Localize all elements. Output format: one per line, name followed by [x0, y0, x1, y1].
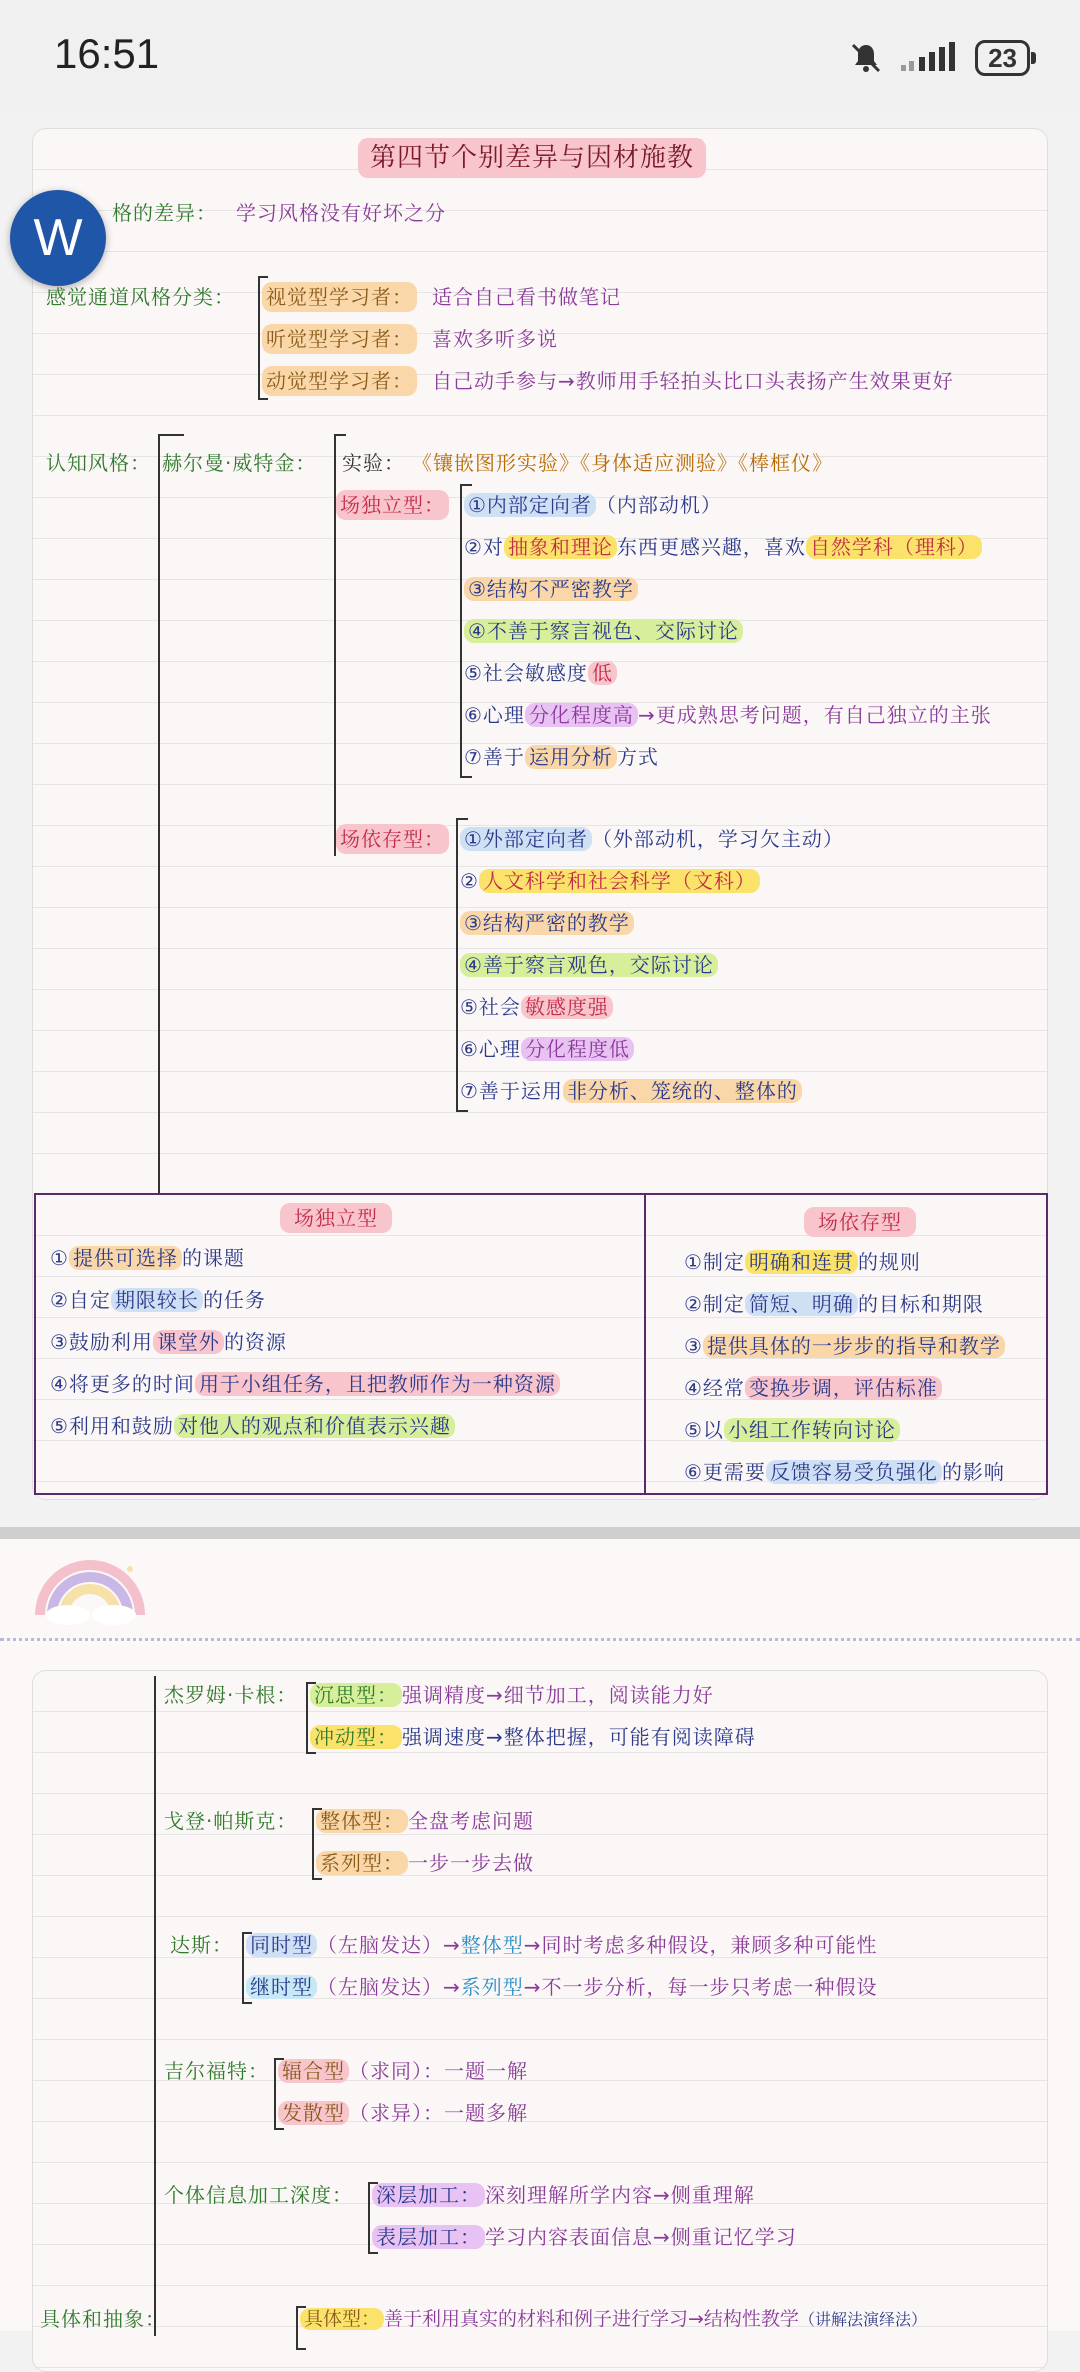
impulsive-type-desc: 强调速度→整体把握，可能有阅读障碍 [402, 1725, 756, 1749]
table-right-row [684, 1415, 900, 1445]
successive-type-link: 系列型 [460, 1975, 524, 1999]
page-separator [0, 1527, 1080, 1539]
independent-item-2 [464, 532, 982, 562]
das-row [246, 1972, 878, 2002]
style-diff-value: 学习风格没有好坏之分 [236, 201, 446, 225]
surface-processing-label: 表层加工： [372, 2225, 485, 2249]
note-page-2 [32, 1670, 1048, 2372]
signal-icon [899, 41, 959, 75]
independent-item-1 [464, 490, 722, 520]
independent-item-3-text: ③结构不严密教学 [464, 577, 638, 601]
dependent-item-3 [460, 908, 634, 938]
witkin-label: 赫尔曼·威特金： [162, 451, 317, 475]
concrete-row [300, 2304, 927, 2335]
row-prefix: ③鼓励利用 [50, 1330, 153, 1354]
convergent-type-desc: （求同）：一题一解 [349, 2059, 528, 2083]
table-right-row [684, 1457, 1005, 1487]
row-prefix: ④经常 [684, 1376, 745, 1400]
cognitive-trunk-line [158, 434, 160, 1194]
table-header-independent: 场独立型 [280, 1203, 392, 1233]
das-row [246, 1930, 878, 1960]
table-left-row [50, 1285, 266, 1315]
kagan-label: 杰罗姆·卡根： [164, 1683, 298, 1707]
processing-row [372, 2222, 797, 2252]
dependent-item-7-b: 非分析、笼统的、整体的 [563, 1079, 802, 1103]
row-highlight: 提供可选择 [69, 1246, 182, 1270]
table-right-row [684, 1247, 921, 1277]
table-right-row [684, 1289, 984, 1319]
row-highlight: 期限较长 [111, 1288, 203, 1312]
row-suffix: 的影响 [941, 1460, 1005, 1484]
status-icons [849, 40, 1030, 76]
row-highlight: 课堂外 [153, 1330, 224, 1354]
row-highlight: 变换步调，评估标准 [745, 1376, 942, 1400]
row-suffix: 的规则 [857, 1250, 921, 1274]
dependent-item-5-a: ⑤社会 [460, 995, 521, 1019]
table-left-row [50, 1327, 287, 1357]
row-prefix: ⑥更需要 [684, 1460, 766, 1484]
independent-item-6 [464, 700, 992, 730]
processing-row [372, 2180, 755, 2210]
dependent-item-4 [460, 950, 718, 980]
mute-icon [849, 41, 883, 75]
processing-depth-label: 个体信息加工深度： [164, 2183, 353, 2207]
independent-item-4-text: ④不善于察言视色、交际讨论 [464, 619, 743, 643]
independent-item-6-c: →更成熟思考问题，有自己独立的主张 [637, 703, 992, 727]
field-independent-label: 场独立型： [336, 490, 449, 520]
table-left-row [50, 1243, 245, 1273]
dependent-item-4-text: ④善于察言观色，交际讨论 [460, 953, 718, 977]
row-suffix: 的课题 [181, 1246, 245, 1270]
row-prefix: ⑤以 [684, 1418, 724, 1442]
independent-item-2-c: 东西更感兴趣，喜欢 [616, 535, 806, 559]
independent-item-2-d: 自然学科（理科） [806, 535, 982, 559]
table-right-row [684, 1373, 942, 1403]
row-suffix: 的资源 [223, 1330, 287, 1354]
row-highlight: 反馈容易受负强化 [766, 1460, 942, 1484]
row-highlight: 小组工作转向讨论 [724, 1418, 900, 1442]
row-highlight: 对他人的观点和价值表示兴趣 [174, 1414, 455, 1438]
independent-item-3 [464, 574, 638, 604]
independent-item-2-b: 抽象和理论 [504, 535, 617, 559]
experiment-list: 《镶嵌图形实验》《身体适应测验》《棒框仪》 [412, 451, 833, 475]
independent-item-1-note: （内部动机） [595, 493, 722, 517]
dependent-item-6-b: 分化程度低 [521, 1037, 634, 1061]
field-dependent-label: 场依存型： [336, 824, 449, 854]
concrete-type-desc: 善于利用真实的材料和例子进行学习→结构性教学 [384, 2308, 799, 2330]
dotted-divider [0, 1638, 1080, 1641]
convergent-type-label: 辐合型 [278, 2059, 349, 2083]
dependent-item-2-b: 人文科学和社会科学（文科） [479, 869, 760, 893]
serialist-type-label: 系列型： [316, 1851, 408, 1875]
page-title: 第四节个别差异与因材施教 [358, 138, 706, 178]
independent-item-5-b: 低 [588, 661, 617, 685]
dependent-item-7 [460, 1076, 802, 1106]
independent-item-5-a: ⑤社会敏感度 [464, 661, 588, 685]
row-prefix: ④将更多的时间 [50, 1372, 195, 1396]
reflective-type-desc: 强调精度→细节加工，阅读能力好 [402, 1683, 714, 1707]
row-highlight: 明确和连贯 [745, 1250, 858, 1274]
impulsive-type-label: 冲动型： [310, 1725, 402, 1749]
table-divider [644, 1195, 646, 1493]
independent-item-6-a: ⑥心理 [464, 703, 525, 727]
cognitive-label: 认知风格： [46, 451, 151, 475]
guilford-row [278, 2098, 528, 2128]
independent-item-2-a: ②对 [464, 535, 504, 559]
dependent-item-1 [460, 824, 844, 854]
row-prefix: ① [50, 1246, 69, 1270]
dependent-item-6-a: ⑥心理 [460, 1037, 521, 1061]
independent-item-5 [464, 658, 617, 688]
table-left-row [50, 1369, 560, 1399]
concrete-type-label: 具体型： [300, 2308, 384, 2330]
dependent-item-6 [460, 1034, 634, 1064]
sensory-label: 感觉通道风格分类： [46, 285, 235, 309]
sensory-item-desc: 喜欢多听多说 [432, 327, 558, 351]
sensory-item-name: 视觉型学习者： [262, 282, 417, 312]
kagan-row [310, 1680, 714, 1710]
sensory-item-desc: 自己动手参与→教师用手轻拍头比口头表扬产生效果更好 [432, 369, 954, 393]
status-time: 16:51 [54, 30, 160, 77]
row-prefix: ②自定 [50, 1288, 111, 1312]
dependent-item-2-a: ② [460, 869, 479, 893]
dependent-item-7-a: ⑦善于运用 [460, 1079, 563, 1103]
holist-type-desc: 全盘考虑问题 [408, 1809, 534, 1833]
cognitive-trunk-top [158, 434, 184, 436]
row-highlight: 简短、明确 [745, 1292, 858, 1316]
dependent-item-2 [460, 866, 760, 896]
concrete-type-note: （讲解法演绎法） [798, 2310, 927, 2329]
independent-item-1-main: ①内部定向者 [464, 493, 596, 517]
divergent-type-label: 发散型 [278, 2101, 349, 2125]
teaching-strategy-table [34, 1193, 1048, 1495]
reflective-type-label: 沉思型： [310, 1683, 402, 1707]
dependent-item-1-note: （外部动机，学习欠主动） [591, 827, 844, 851]
page2-trunk-line [154, 1676, 156, 2336]
table-left-row [50, 1411, 455, 1441]
battery-indicator: 23 [975, 40, 1030, 76]
pask-row [316, 1806, 534, 1836]
user-avatar[interactable]: W [10, 190, 106, 286]
pask-row [316, 1848, 534, 1878]
rainbow-sticker-icon [30, 1555, 150, 1625]
status-bar [0, 0, 1080, 112]
successive-type-note: （左脑发达）→ [317, 1975, 461, 1999]
sensory-item-desc: 适合自己看书做笔记 [432, 285, 621, 309]
experiment-label: 实验： [342, 451, 405, 475]
deep-processing-desc: 深刻理解所学内容→侧重理解 [485, 2183, 755, 2207]
dependent-item-3-text: ③结构严密的教学 [460, 911, 634, 935]
independent-item-6-b: 分化程度高 [525, 703, 638, 727]
sensory-item-name: 动觉型学习者： [262, 366, 417, 396]
concrete-abstract-label: 具体和抽象： [40, 2307, 166, 2331]
pask-label: 戈登·帕斯克： [164, 1809, 298, 1833]
dependent-item-5 [460, 992, 613, 1022]
independent-item-7-b: 运用分析 [525, 745, 617, 769]
surface-processing-desc: 学习内容表面信息→侧重记忆学习 [485, 2225, 797, 2249]
row-prefix: ⑤利用和鼓励 [50, 1414, 174, 1438]
das-label: 达斯： [170, 1933, 233, 1957]
row-suffix: 的任务 [202, 1288, 266, 1312]
deep-processing-label: 深层加工： [372, 2183, 485, 2207]
kagan-row [310, 1722, 756, 1752]
independent-item-7-a: ⑦善于 [464, 745, 525, 769]
style-diff-label: 格的差异： [112, 201, 217, 225]
row-suffix: 的目标和期限 [857, 1292, 984, 1316]
serialist-type-desc: 一步一步去做 [408, 1851, 534, 1875]
row-prefix: ③ [684, 1334, 703, 1358]
simultaneous-type-link: 整体型 [460, 1933, 524, 1957]
sensory-item-name: 听觉型学习者： [262, 324, 417, 354]
independent-item-4 [464, 616, 743, 646]
holist-type-label: 整体型： [316, 1809, 408, 1833]
divergent-type-desc: （求异）：一题多解 [349, 2101, 528, 2125]
successive-type-desc: →不一步分析，每一步只考虑一种假设 [523, 1975, 878, 1999]
row-prefix: ②制定 [684, 1292, 745, 1316]
dependent-item-1-main: ①外部定向者 [460, 827, 592, 851]
table-header-dependent: 场依存型 [804, 1207, 916, 1237]
table-right-row [684, 1331, 1005, 1361]
dependent-item-5-b: 敏感度强 [521, 995, 613, 1019]
row-highlight: 提供具体的一步步的指导和教学 [703, 1334, 1005, 1358]
independent-item-7-c: 方式 [616, 745, 659, 769]
successive-type-label: 继时型 [246, 1975, 317, 1999]
independent-item-7 [464, 742, 659, 772]
guilford-row [278, 2056, 528, 2086]
simultaneous-type-note: （左脑发达）→ [317, 1933, 461, 1957]
row-highlight: 用于小组任务，且把教师作为一种资源 [195, 1372, 560, 1396]
guilford-label: 吉尔福特： [164, 2059, 269, 2083]
simultaneous-type-desc: →同时考虑多种假设，兼顾多种可能性 [523, 1933, 878, 1957]
row-prefix: ①制定 [684, 1250, 745, 1274]
simultaneous-type-label: 同时型 [246, 1933, 317, 1957]
